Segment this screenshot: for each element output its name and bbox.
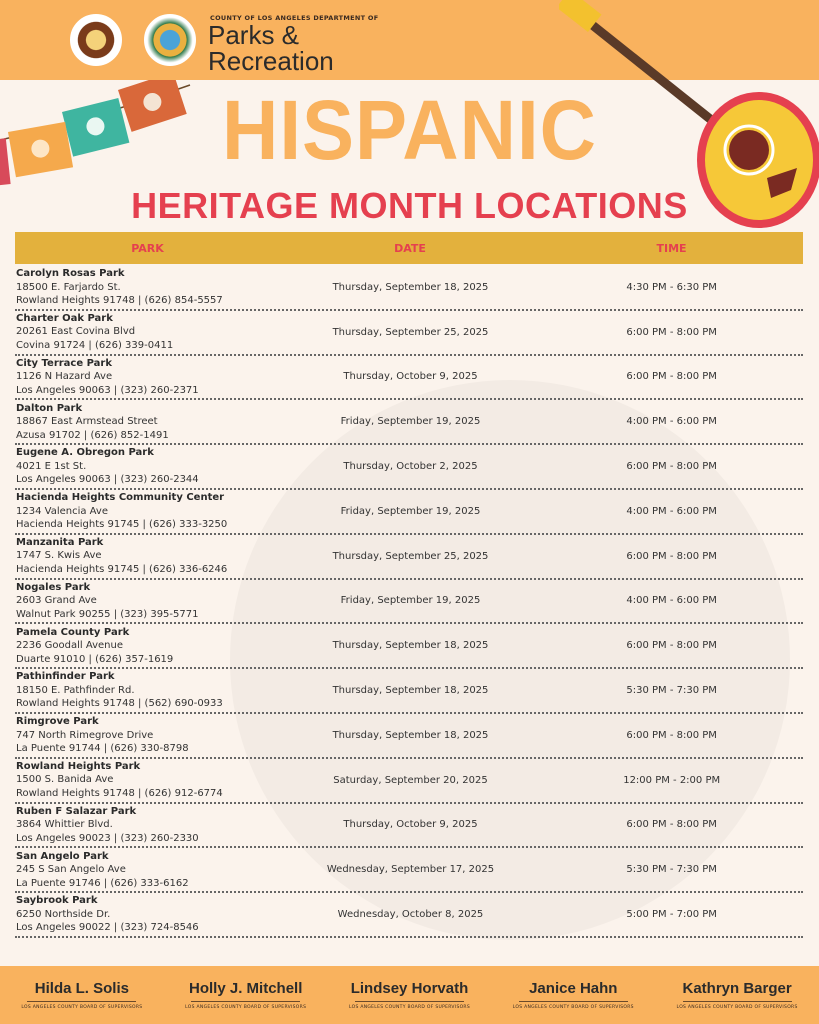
- supervisor-title: LOS ANGELES COUNTY BOARD OF SUPERVISORS: [185, 1005, 307, 1010]
- park-city-phone: Duarte 91010 | (626) 357-1619: [16, 653, 174, 665]
- event-time: 4:00 PM - 6:00 PM: [626, 505, 717, 517]
- park-name: Rimgrove Park: [16, 716, 99, 728]
- table-header: [15, 232, 803, 264]
- supervisor-title: LOS ANGELES COUNTY BOARD OF SUPERVISORS: [676, 1005, 798, 1010]
- park-address: 4021 E 1st St.: [16, 460, 87, 472]
- event-date: Wednesday, September 17, 2025: [326, 864, 495, 876]
- event-date: Thursday, September 25, 2025: [332, 326, 489, 338]
- park-name: Charter Oak Park: [16, 312, 113, 324]
- park-name: Dalton Park: [16, 402, 83, 414]
- event-date: Thursday, October 9, 2025: [343, 371, 478, 383]
- park-city-phone: Covina 91724 | (626) 339-0411: [16, 339, 174, 351]
- park-name: San Angelo Park: [16, 850, 109, 862]
- table-row: [15, 759, 803, 804]
- park-cell: [15, 446, 281, 487]
- supervisors-footer: [0, 966, 819, 1024]
- event-date: Thursday, September 18, 2025: [332, 281, 489, 293]
- table-row: [15, 311, 803, 356]
- park-address: 18150 E. Pathfinder Rd.: [16, 684, 135, 696]
- event-time: 5:00 PM - 7:00 PM: [626, 909, 717, 921]
- park-name: Pamela County Park: [16, 626, 130, 638]
- table-row: [15, 445, 803, 490]
- park-cell: [15, 312, 281, 353]
- event-time: 6:00 PM - 8:00 PM: [626, 819, 717, 831]
- event-time: 6:00 PM - 8:00 PM: [626, 729, 717, 741]
- park-city-phone: Los Angeles 90063 | (323) 260-2344: [16, 474, 199, 486]
- park-name: Ruben F Salazar Park: [16, 805, 137, 817]
- park-address: 1747 S. Kwis Ave: [16, 550, 102, 562]
- supervisor-divider: [355, 1001, 464, 1002]
- park-address: 2603 Grand Ave: [16, 595, 97, 607]
- park-city-phone: Los Angeles 90063 | (323) 260-2371: [16, 384, 199, 396]
- event-time: 6:00 PM - 8:00 PM: [626, 371, 717, 383]
- event-time: 5:30 PM - 7:30 PM: [626, 685, 717, 697]
- park-address: 20261 East Covina Blvd: [16, 326, 136, 338]
- park-city-phone: Walnut Park 90255 | (323) 395-5771: [16, 608, 199, 620]
- supervisor-name: Kathryn Barger: [682, 980, 792, 997]
- table-row: [15, 624, 803, 669]
- supervisor-name: Janice Hahn: [529, 980, 618, 997]
- parks-seal-logo: [144, 14, 196, 66]
- supervisor-title: LOS ANGELES COUNTY BOARD OF SUPERVISORS: [348, 1005, 471, 1010]
- park-city-phone: Rowland Heights 91748 | (626) 912-6774: [16, 787, 223, 799]
- park-address: 18867 East Armstead Street: [16, 416, 158, 428]
- park-name: City Terrace Park: [16, 357, 113, 369]
- event-time: 6:00 PM - 8:00 PM: [626, 461, 717, 473]
- table-row: [15, 400, 803, 445]
- event-date: Thursday, October 2, 2025: [343, 461, 478, 473]
- supervisor-name: Lindsey Horvath: [350, 980, 469, 997]
- event-time: 6:00 PM - 8:00 PM: [626, 640, 717, 652]
- table-row: [15, 714, 803, 759]
- event-time: 12:00 PM - 2:00 PM: [623, 774, 721, 786]
- park-cell: [15, 894, 281, 935]
- park-name: Manzanita Park: [16, 536, 104, 548]
- park-city-phone: Los Angeles 90023 | (323) 260-2330: [16, 832, 199, 844]
- park-address: 18500 E. Farjardo St.: [16, 281, 121, 293]
- supervisor-divider: [683, 1001, 792, 1002]
- supervisor-signature: [185, 980, 306, 1010]
- event-time: 6:00 PM - 8:00 PM: [626, 326, 717, 338]
- table-row: [15, 490, 803, 535]
- park-address: 3864 Whittier Blvd.: [16, 819, 113, 831]
- park-cell: [15, 715, 281, 756]
- park-cell: [15, 536, 281, 577]
- dept-name-line2: Recreation: [208, 46, 334, 76]
- park-cell: [15, 805, 281, 846]
- park-cell: [15, 626, 281, 667]
- column-header-date: DATE: [394, 241, 426, 255]
- supervisor-signature: [349, 980, 470, 1010]
- table-row: [15, 848, 803, 893]
- page-subtitle: HERITAGE MONTH LOCATIONS: [131, 185, 688, 226]
- column-header-park: PARK: [131, 241, 164, 255]
- event-time: 6:00 PM - 8:00 PM: [626, 550, 717, 562]
- dept-name-line1: Parks &: [208, 20, 300, 50]
- supervisor-name: Hilda L. Solis: [34, 980, 129, 997]
- park-cell: [15, 357, 281, 398]
- event-time: 4:30 PM - 6:30 PM: [626, 281, 717, 293]
- supervisor-title: LOS ANGELES COUNTY BOARD OF SUPERVISORS: [512, 1005, 634, 1010]
- table-row: [15, 804, 803, 849]
- event-date: Thursday, September 25, 2025: [332, 550, 489, 562]
- supervisor-signature: [21, 980, 142, 1010]
- page-title: HISPANIC: [222, 82, 597, 178]
- park-cell: [15, 402, 281, 443]
- park-name: Carolyn Rosas Park: [16, 268, 125, 280]
- table-row: [15, 535, 803, 580]
- park-address: 2236 Goodall Avenue: [16, 640, 123, 652]
- event-date: Thursday, September 18, 2025: [332, 729, 489, 741]
- table-row: [15, 356, 803, 401]
- event-time: 4:00 PM - 6:00 PM: [626, 595, 717, 607]
- park-address: 1126 N Hazard Ave: [16, 371, 113, 383]
- supervisor-divider: [191, 1001, 300, 1002]
- park-cell: [15, 267, 281, 308]
- table-row: [15, 580, 803, 625]
- event-date: Thursday, October 9, 2025: [343, 819, 478, 831]
- park-city-phone: La Puente 91746 | (626) 333-6162: [16, 877, 189, 889]
- supervisor-title: LOS ANGELES COUNTY BOARD OF SUPERVISORS: [21, 1005, 143, 1010]
- park-city-phone: Azusa 91702 | (626) 852-1491: [16, 429, 169, 441]
- event-date: Thursday, September 18, 2025: [332, 685, 489, 697]
- park-name: Nogales Park: [16, 581, 91, 593]
- supervisor-divider: [27, 1001, 136, 1002]
- county-seal-logo: [70, 14, 122, 66]
- locations-table: [15, 266, 803, 938]
- park-cell: [15, 850, 281, 891]
- park-address: 6250 Northside Dr.: [16, 908, 111, 920]
- park-city-phone: Rowland Heights 91748 | (626) 854-5557: [16, 295, 223, 307]
- park-address: 747 North Rimegrove Drive: [16, 729, 154, 741]
- park-cell: [15, 670, 281, 711]
- park-name: Pathinfinder Park: [16, 671, 115, 683]
- park-cell: [15, 581, 281, 622]
- park-city-phone: Hacienda Heights 91745 | (626) 333-3250: [16, 519, 228, 531]
- park-cell: [15, 491, 281, 532]
- supervisor-signature: [513, 980, 634, 1010]
- park-name: Hacienda Heights Community Center: [16, 492, 225, 504]
- supervisor-divider: [519, 1001, 628, 1002]
- event-date: Friday, September 19, 2025: [340, 595, 481, 607]
- supervisor-name: Holly J. Mitchell: [189, 980, 303, 997]
- table-row: [15, 669, 803, 714]
- park-address: 1500 S. Banida Ave: [16, 774, 114, 786]
- park-city-phone: Los Angeles 90022 | (323) 724-8546: [16, 922, 199, 934]
- park-address: 1234 Valencia Ave: [16, 505, 108, 517]
- park-cell: [15, 760, 281, 801]
- column-header-time: TIME: [656, 241, 687, 255]
- event-date: Thursday, September 18, 2025: [332, 640, 489, 652]
- park-name: Saybrook Park: [16, 895, 98, 907]
- park-city-phone: Rowland Heights 91748 | (562) 690-0933: [16, 698, 223, 710]
- dept-caption: COUNTY OF LOS ANGELES DEPARTMENT OF: [210, 14, 379, 22]
- event-date: Friday, September 19, 2025: [340, 505, 481, 517]
- park-city-phone: Hacienda Heights 91745 | (626) 336-6246: [16, 563, 228, 575]
- event-date: Saturday, September 20, 2025: [333, 774, 488, 786]
- event-time: 5:30 PM - 7:30 PM: [626, 864, 717, 876]
- table-row: [15, 266, 803, 311]
- supervisor-signature: [677, 980, 798, 1010]
- table-row: [15, 893, 803, 938]
- dept-name: [208, 22, 334, 74]
- park-address: 245 S San Angelo Ave: [16, 864, 126, 875]
- park-city-phone: La Puente 91744 | (626) 330-8798: [16, 743, 189, 755]
- park-name: Rowland Heights Park: [16, 760, 141, 772]
- park-name: Eugene A. Obregon Park: [16, 447, 154, 459]
- event-date: Wednesday, October 8, 2025: [337, 909, 484, 921]
- event-time: 4:00 PM - 6:00 PM: [626, 416, 717, 428]
- event-date: Friday, September 19, 2025: [340, 416, 481, 428]
